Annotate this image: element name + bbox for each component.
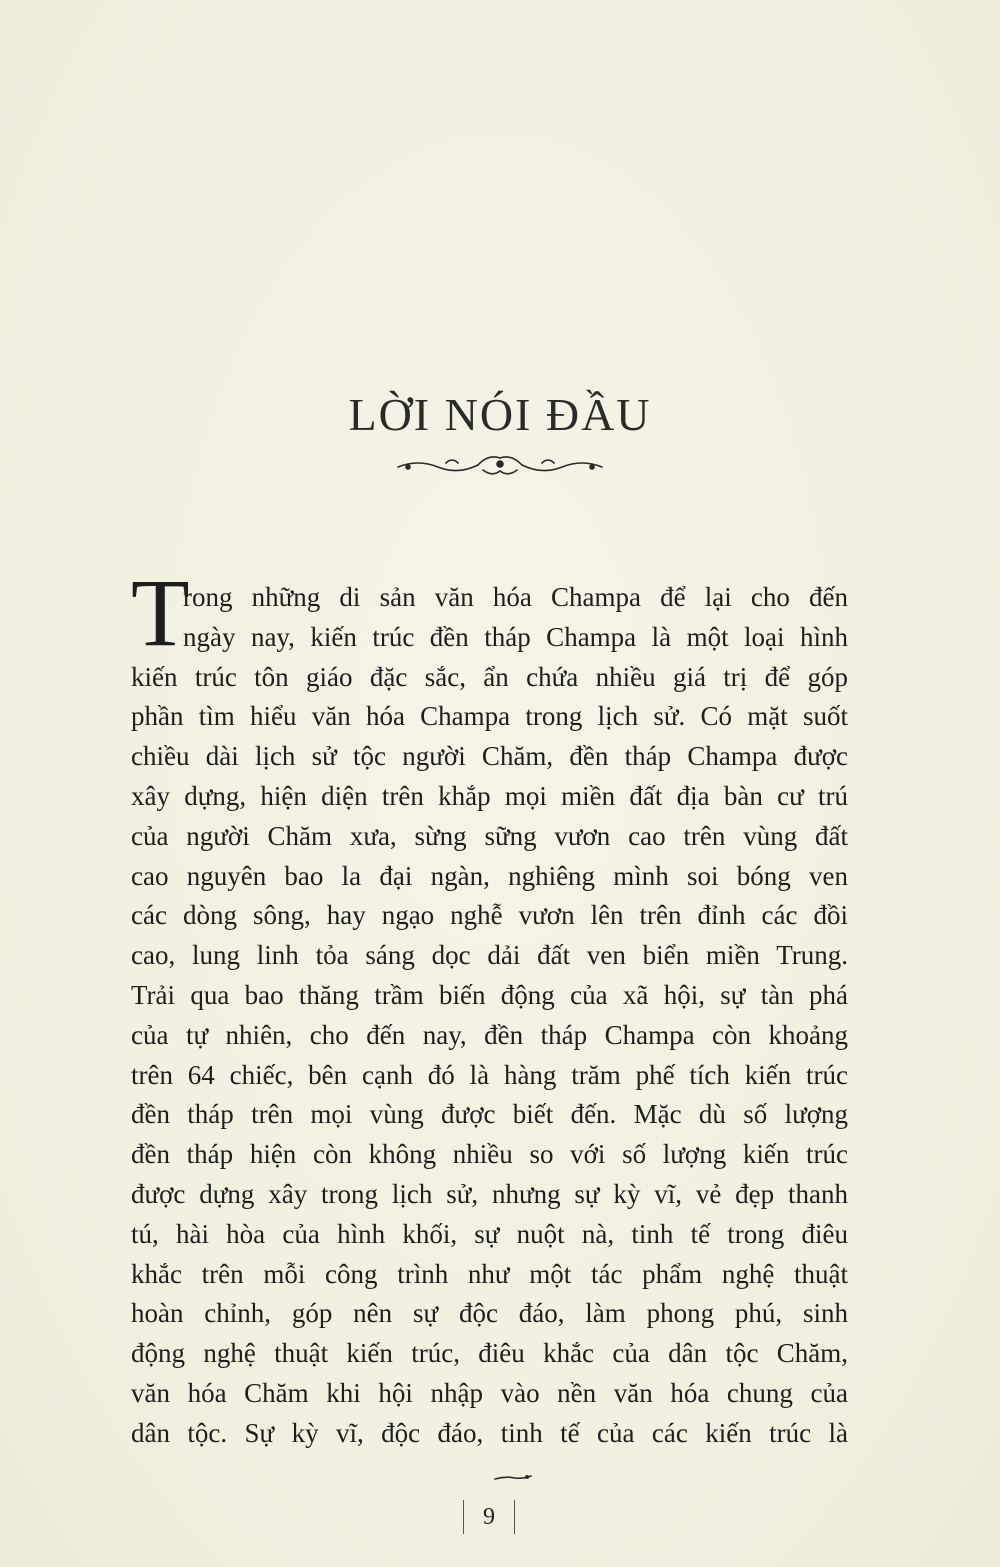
chapter-title: LỜI NÓI ĐẦU: [348, 389, 652, 440]
text-line: dân tộc. Sự kỳ vĩ, độc đáo, tinh tế của các kiến trúc là: [131, 1417, 848, 1448]
page-number: 9: [463, 1500, 515, 1534]
text-line: phần tìm hiểu văn hóa Champa trong lịch sử. Có mặt suốt: [131, 701, 848, 732]
text-line: được dựng xây trong lịch sử, nhưng sự kỳ vĩ, vẻ đẹp thanh: [131, 1178, 848, 1209]
text-line: cao, lung linh tỏa sáng dọc dải đất ven biển miền Trung.: [131, 940, 848, 971]
text-line: của tự nhiên, cho đến nay, đền tháp Champa còn khoảng: [131, 1019, 848, 1050]
text-line: hoàn chỉnh, góp nên sự độc đáo, làm phong phú, sinh: [131, 1298, 848, 1329]
text-line: ngày nay, kiến trúc đền tháp Champa là một loại hình: [183, 621, 848, 652]
text-line: xây dựng, hiện diện trên khắp mọi miền đất địa bàn cư trú: [131, 780, 848, 811]
text-line: cao nguyên bao la đại ngàn, nghiêng mình soi bóng ven: [131, 860, 848, 891]
text-line: khắc trên mỗi công trình như một tác phẩm nghệ thuật: [131, 1258, 848, 1289]
text-line: kiến trúc tôn giáo đặc sắc, ẩn chứa nhiều giá trị để góp: [131, 661, 848, 692]
text-line: của người Chăm xưa, sừng sững vươn cao trên vùng đất: [131, 820, 848, 851]
text-line: các dòng sông, hay ngạo nghễ vươn lên trên đỉnh các đồi: [131, 900, 848, 931]
text-line: đền tháp hiện còn không nhiều so với số lượng kiến trúc: [131, 1139, 848, 1170]
text-line: rong những di sản văn hóa Champa để lại cho đến: [183, 582, 848, 612]
text-line: động nghệ thuật kiến trúc, điêu khắc của dân tộc Chăm,: [131, 1338, 848, 1369]
text-line: tú, hài hòa của hình khối, sự nuột nà, tinh tế trong điêu: [131, 1218, 848, 1249]
text-line: Trải qua bao thăng trầm biến động của xã hội, sự tàn phá: [131, 979, 848, 1010]
ornament-divider-icon: [388, 450, 612, 480]
footer-ornament-icon: [493, 1473, 533, 1483]
body-paragraph: [131, 578, 848, 1454]
text-line: đền tháp trên mọi vùng được biết đến. Mặc dù số lượng: [131, 1099, 848, 1130]
text-line: chiều dài lịch sử tộc người Chăm, đền tháp Champa được: [131, 741, 848, 772]
text-line: trên 64 chiếc, bên cạnh đó là hàng trăm phế tích kiến trúc: [131, 1059, 848, 1090]
text-line: văn hóa Chăm khi hội nhập vào nền văn hóa chung của: [131, 1377, 848, 1408]
drop-cap-letter: T: [131, 559, 190, 666]
